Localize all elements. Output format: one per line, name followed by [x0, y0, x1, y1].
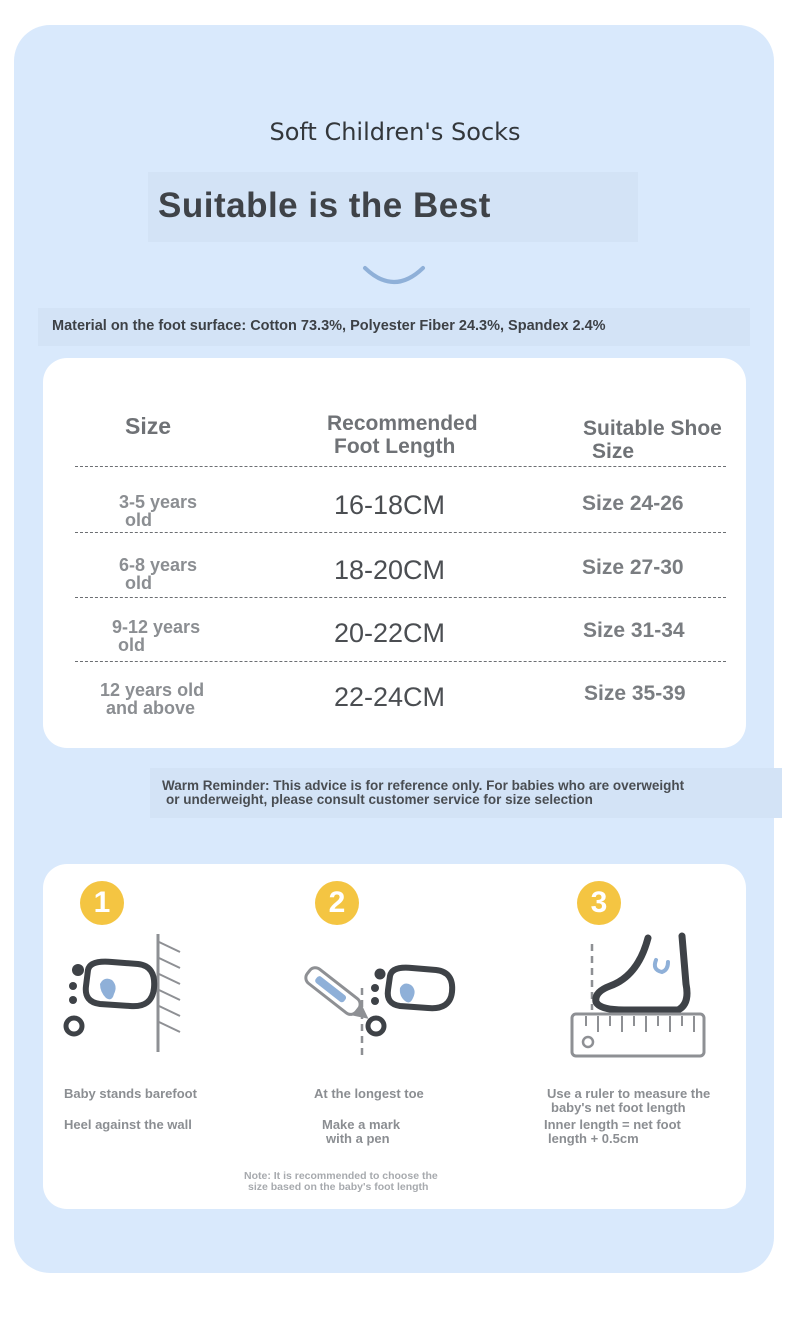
page-subtitle: Soft Children's Socks — [269, 118, 521, 146]
material-info: Material on the foot surface: Cotton 73.3%, Polyester Fiber 24.3%, Spandex 2.4% — [52, 318, 606, 334]
table-row-shoe-size: Size 27-30 — [582, 556, 684, 579]
note-line1: Note: It is recommended to choose the — [244, 1170, 438, 1182]
step-2-text2-line1: Make a mark — [322, 1117, 401, 1132]
header-foot-length — [327, 412, 527, 458]
header-shoe-size — [583, 417, 768, 463]
age-line1: 9-12 years — [112, 617, 201, 637]
note-line2: size based on the baby's foot length — [248, 1181, 429, 1193]
header-foot-line2: Foot Length — [334, 435, 456, 458]
age-line2: old — [118, 635, 145, 655]
age-line2: old — [125, 573, 152, 593]
age-line1: 12 years old — [100, 680, 205, 700]
table-row-foot-length: 20-22CM — [334, 618, 446, 648]
step-3-text2 — [544, 1118, 681, 1146]
step-3-text2-line2: length + 0.5cm — [548, 1131, 639, 1146]
step-1-text1: Baby stands barefoot — [64, 1086, 197, 1101]
page-title: Suitable is the Best — [158, 186, 491, 225]
table-row-shoe-size: Size 35-39 — [584, 682, 686, 705]
header-foot-line1: Recommended — [327, 412, 478, 435]
table-row-shoe-size: Size 24-26 — [582, 492, 684, 515]
age-line1: 3-5 years — [119, 492, 198, 512]
header-shoe-line2: Size — [592, 440, 635, 463]
table-divider — [75, 597, 726, 598]
table-divider — [75, 661, 726, 662]
step-2-text2-line2: with a pen — [326, 1131, 390, 1146]
header-shoe-line1: Suitable Shoe — [583, 417, 722, 440]
step-1-text2: Heel against the wall — [64, 1117, 192, 1132]
header-size: Size — [125, 413, 172, 439]
age-line1: 6-8 years — [119, 555, 198, 575]
foot-on-ruler-icon — [568, 932, 713, 1062]
table-row-age — [119, 556, 197, 592]
table-row-foot-length: 22-24CM — [334, 682, 446, 712]
step-3-badge: 3 — [577, 881, 621, 925]
age-line2: and above — [106, 698, 196, 718]
table-row-foot-length: 18-20CM — [334, 555, 446, 585]
table-row-shoe-size: Size 31-34 — [583, 619, 685, 642]
table-row-foot-length: 16-18CM — [334, 490, 446, 520]
warm-reminder — [162, 779, 762, 807]
step-2-text1: At the longest toe — [314, 1086, 424, 1101]
smile-icon — [362, 262, 426, 292]
pen-marking-toe-icon — [300, 950, 465, 1060]
foot-against-wall-icon — [60, 932, 190, 1057]
step-3-text1-line2: baby's net foot length — [551, 1100, 686, 1115]
table-divider — [75, 466, 726, 467]
table-row-age — [119, 493, 197, 529]
reminder-line1: Warm Reminder: This advice is for reference only. For babies who are overweight — [162, 778, 685, 793]
table-divider — [75, 532, 726, 533]
step-3-text1 — [547, 1087, 710, 1115]
step-2-text2 — [322, 1118, 400, 1146]
age-line2: old — [125, 510, 152, 530]
table-row-age — [100, 681, 204, 717]
reminder-line2: or underweight, please consult customer service for size selection — [166, 792, 593, 807]
size-note — [244, 1171, 438, 1193]
table-row-age — [112, 618, 200, 654]
step-2-badge: 2 — [315, 881, 359, 925]
step-1-badge: 1 — [80, 881, 124, 925]
step-3-text1-line1: Use a ruler to measure the — [547, 1086, 711, 1101]
step-3-text2-line1: Inner length = net foot — [544, 1117, 681, 1132]
